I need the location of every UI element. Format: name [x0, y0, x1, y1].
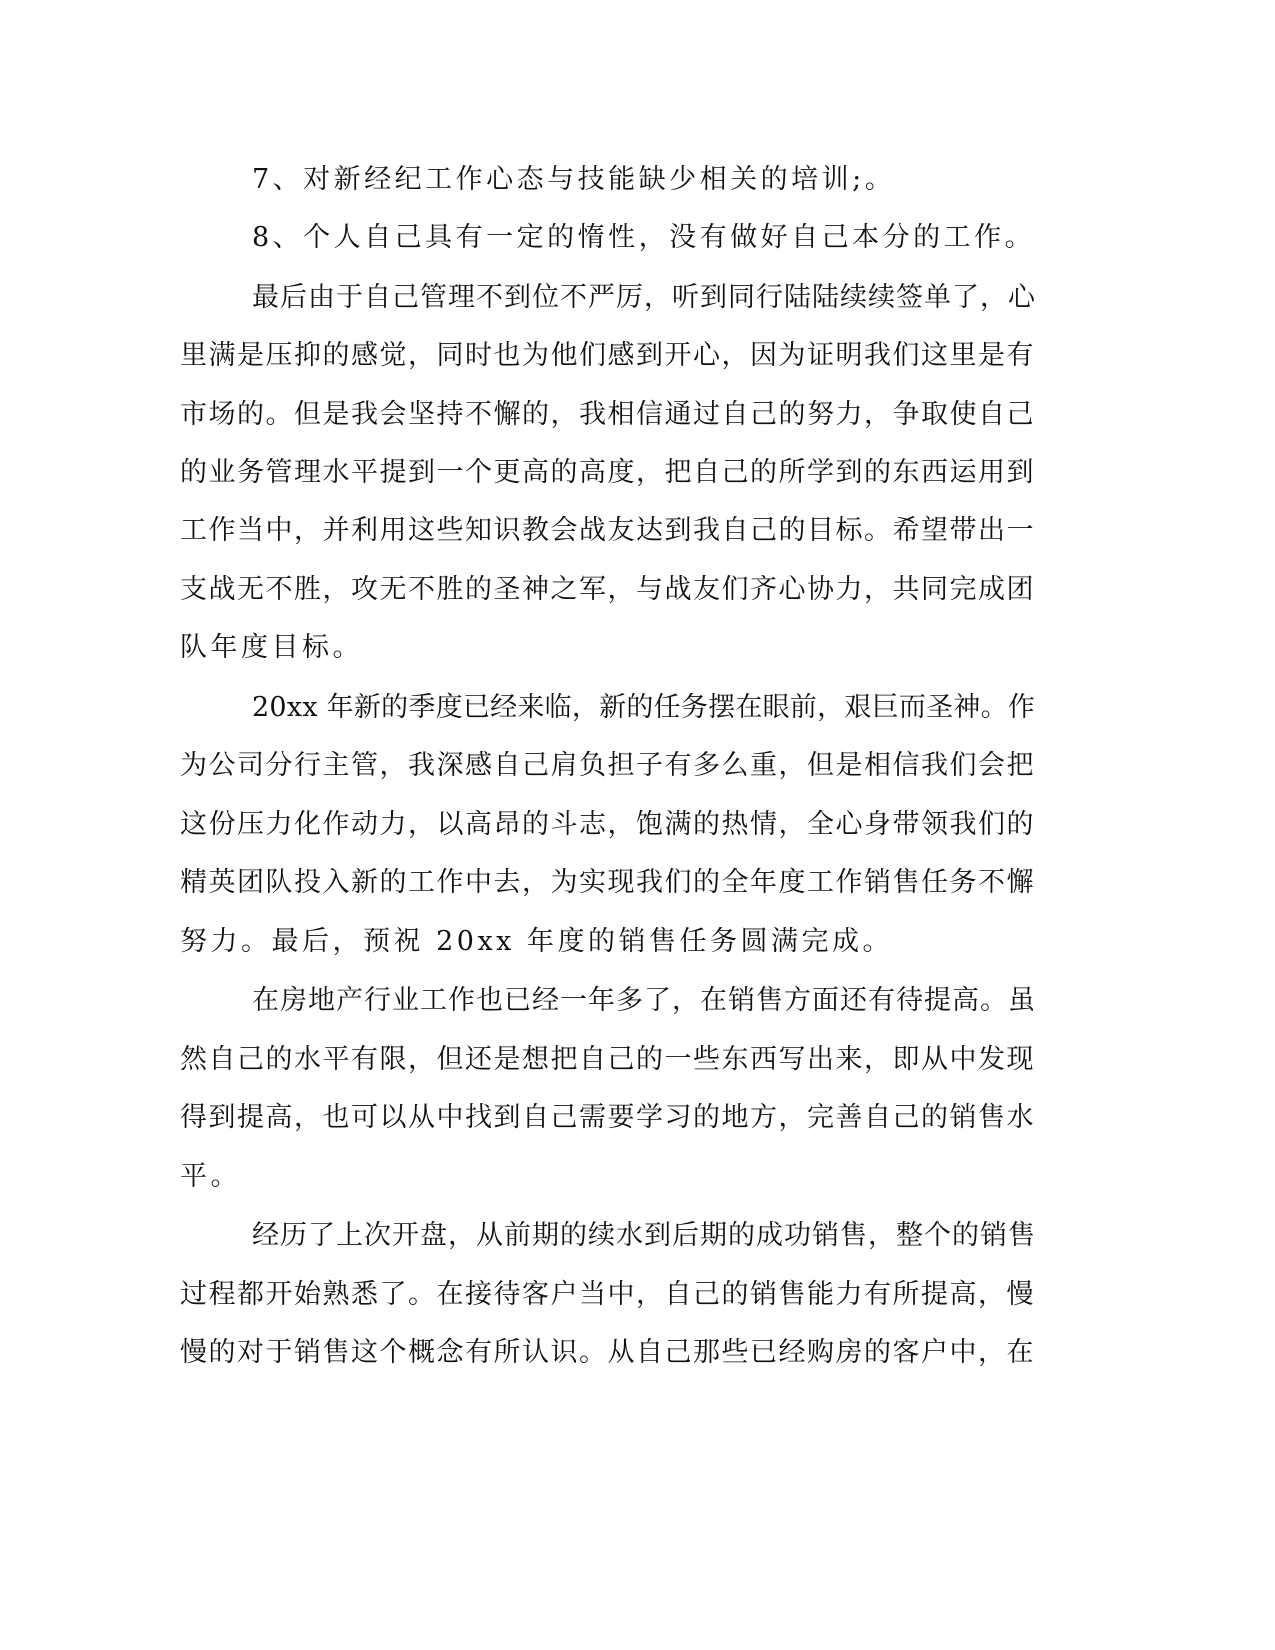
- paragraph-1-line-5: 工作当中，并利用这些知识教会战友达到我自己的目标。希望带出一: [180, 515, 1035, 546]
- paragraph-2-line-5: 努力。最后，预祝 20xx 年度的销售任务圆满完成。: [180, 926, 893, 957]
- paragraph-1-line-2: 里满是压抑的感觉，同时也为他们感到开心，因为证明我们这里是有: [180, 340, 1035, 371]
- paragraph-3-line-2: 然自己的水平有限，但还是想把自己的一些东西写出来，即从中发现: [180, 1044, 1035, 1075]
- paragraph-2-line-2: 为公司分行主管，我深感自己肩负担子有多么重，但是相信我们会把: [180, 750, 1035, 781]
- paragraph-3-line-4: 平。: [180, 1161, 241, 1192]
- paragraph-4-line-2: 过程都开始熟悉了。在接待客户当中，自己的销售能力有所提高，慢: [180, 1279, 1035, 1310]
- list-item-7: 7、对新经纪工作心态与技能缺少相关的培训;。: [252, 164, 896, 195]
- paragraph-2-line-1: 20xx 年新的季度已经来临，新的任务摆在眼前，艰巨而圣神。作: [252, 692, 1036, 723]
- paragraph-1-line-3: 市场的。但是我会坚持不懈的，我相信通过自己的努力，争取使自己: [180, 399, 1035, 430]
- paragraph-1-line-1: 最后由于自己管理不到位不严厉，听到同行陆陆续续签单了，心: [252, 282, 1036, 313]
- paragraph-2-line-3: 这份压力化作动力，以高昂的斗志，饱满的热情，全心身带领我们的: [180, 809, 1035, 840]
- paragraph-4-line-3: 慢的对于销售这个概念有所认识。从自己那些已经购房的客户中，在: [180, 1337, 1035, 1368]
- paragraph-3-line-1: 在房地产行业工作也已经一年多了，在销售方面还有待提高。虽: [252, 985, 1036, 1016]
- paragraph-4-line-1: 经历了上次开盘，从前期的续水到后期的成功销售，整个的销售: [252, 1220, 1036, 1251]
- paragraph-2-line-4: 精英团队投入新的工作中去，为实现我们的全年度工作销售任务不懈: [180, 867, 1035, 898]
- list-item-8: 8、个人自己具有一定的惰性，没有做好自己本分的工作。: [252, 222, 1036, 253]
- paragraph-3-line-3: 得到提高，也可以从中找到自己需要学习的地方，完善自己的销售水: [180, 1102, 1035, 1133]
- paragraph-1-line-7: 队年度目标。: [180, 632, 363, 663]
- paragraph-1-line-6: 支战无不胜，攻无不胜的圣神之军，与战友们齐心协力，共同完成团: [180, 574, 1035, 605]
- paragraph-1-line-4: 的业务管理水平提到一个更高的高度，把自己的所学到的东西运用到: [180, 457, 1035, 488]
